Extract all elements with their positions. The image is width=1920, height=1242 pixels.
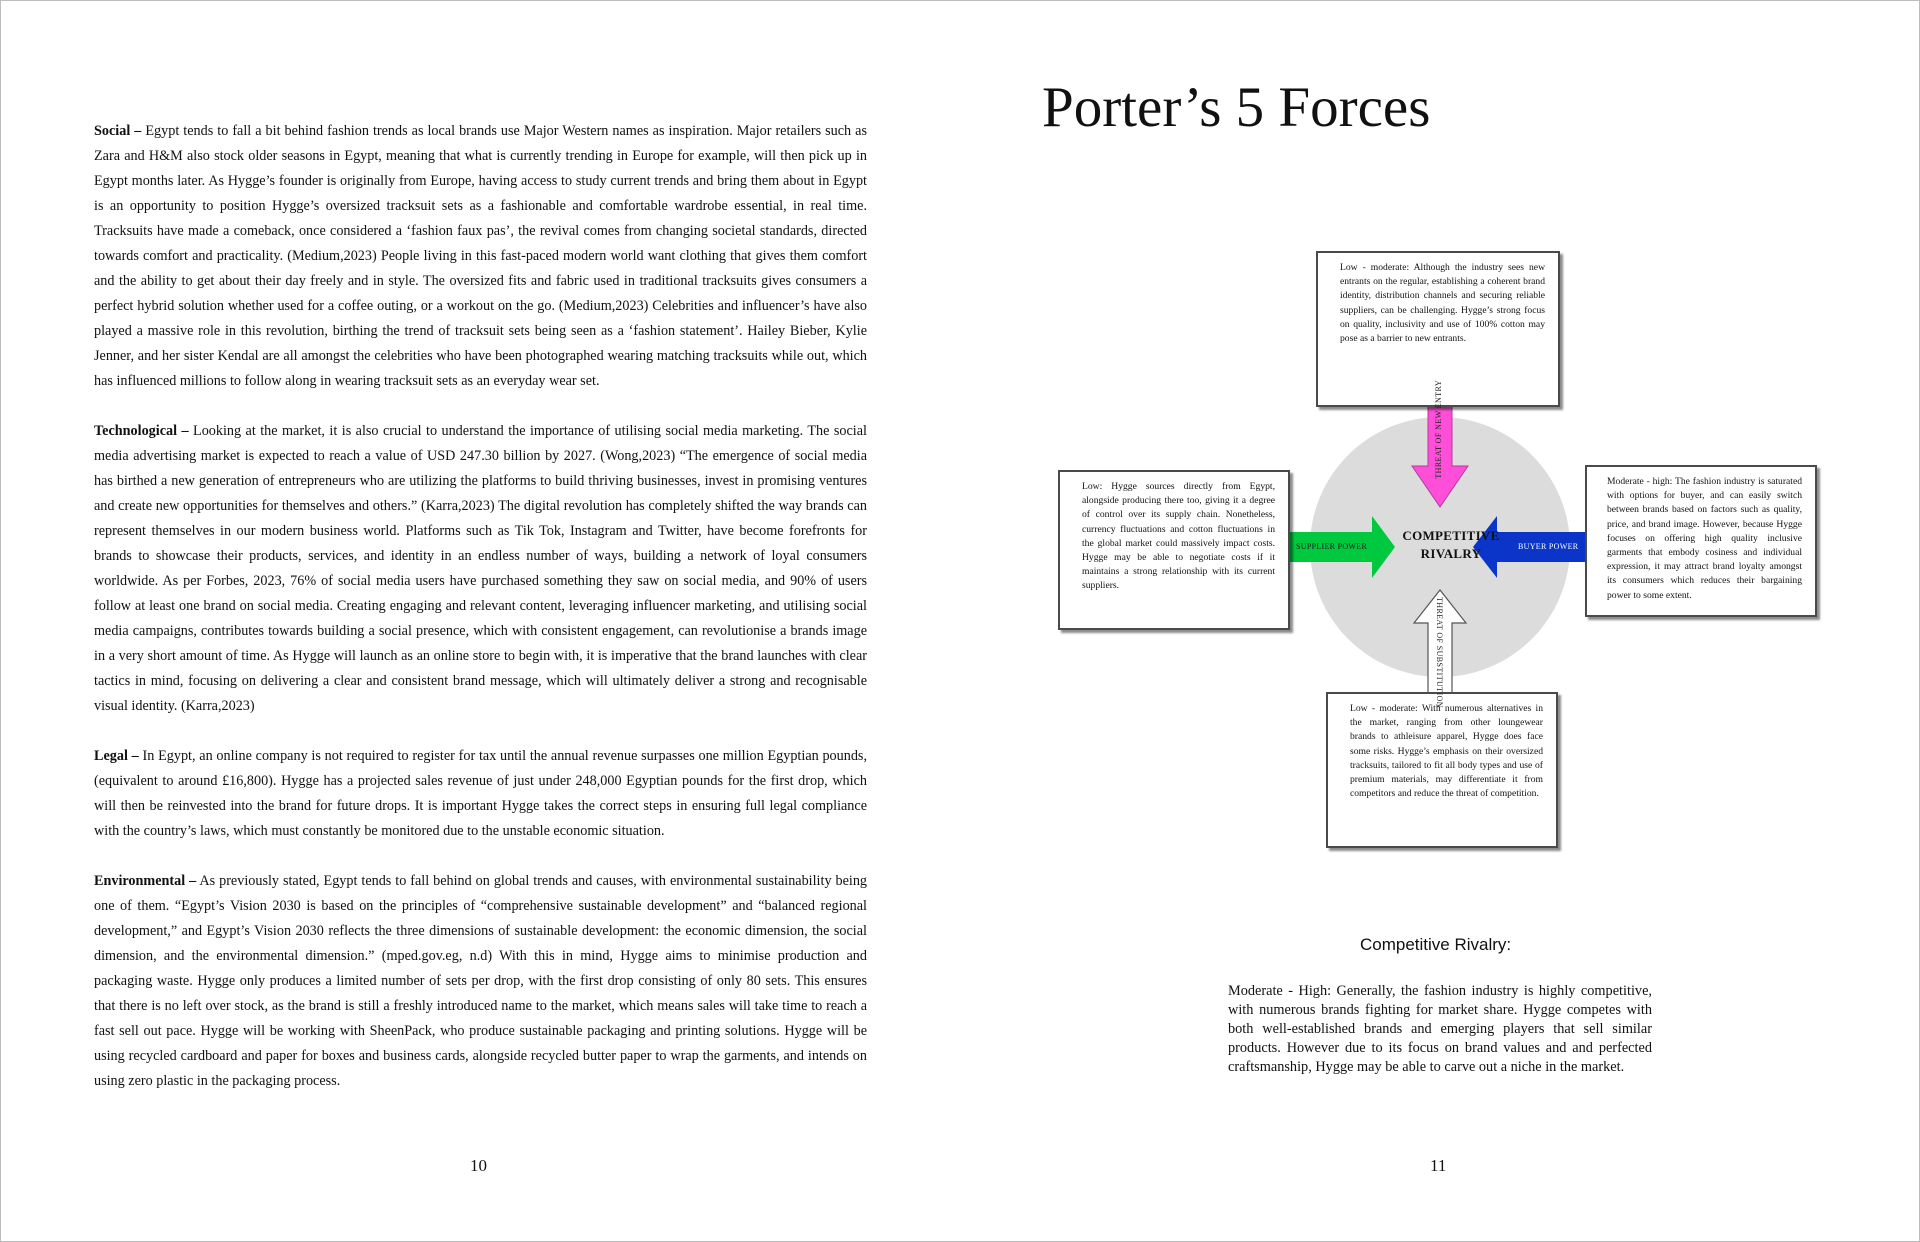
page-title: Porter’s 5 Forces bbox=[1042, 76, 1431, 139]
supplier-power-label: SUPPLIER POWER bbox=[1296, 542, 1368, 551]
paragraph-technological bbox=[94, 419, 867, 719]
box-buyer-power bbox=[1585, 465, 1817, 617]
competitive-rivalry-label bbox=[1381, 527, 1521, 563]
center-line-1: COMPETITIVE bbox=[1402, 528, 1500, 543]
text-legal: In Egypt, an online company is not required to register for tax until the annual revenue surpasses one million Egyptian pounds, (equivalent to around £16,800). Hygge has a projected sales revenue of just under 248,000 Egyptian pounds for the first drop, which will then be reinvested into the brand for future drops. It is important Hygge takes the correct steps in ensuring full legal compliance with the country’s laws, which must constantly be monitored due to the unstable economic situation. bbox=[94, 748, 868, 839]
buyer-power-label: BUYER POWER bbox=[1518, 542, 1579, 551]
substitution-text: Low - moderate: With numerous alternatives in the market, ranging from other loungewear brands to athleisure apparel, Hygge does face some risks. Hygge’s emphasis on their oversized tracksuits, tailored to fit all body types and use of premium materials, may differentiate it from competitors and reduce the threat of competition. bbox=[1350, 703, 1543, 800]
heading-legal: Legal – bbox=[94, 748, 139, 764]
box-supplier-power bbox=[1058, 470, 1290, 630]
heading-social: Social – bbox=[94, 123, 142, 139]
paragraph-social bbox=[94, 119, 867, 394]
center-line-2: RIVALRY bbox=[1420, 546, 1482, 561]
left-page-body bbox=[94, 119, 867, 1119]
supplier-text: Low: Hygge sources directly from Egypt, alongside producing there too, giving it a degree of control over its supply chain. Nonetheless, currency fluctuations and cotton fluctuations in the global market could massively impact costs. Hygge may be able to negotiate costs if it maintains a strong relationship with its current suppliers. bbox=[1082, 481, 1275, 592]
rivalry-paragraph: Moderate - High: Generally, the fashion industry is highly competitive, with numerous brands fighting for market share. Hygge competes with both well-established brands and emerging players that sell similar products. However due to its focus on brand values and and perfected craftsmanship, Hygge may be able to carve out a niche in the market. bbox=[1228, 983, 1652, 1075]
paragraph-environmental bbox=[94, 869, 867, 1094]
heading-environmental: Environmental – bbox=[94, 873, 197, 889]
heading-technological: Technological – bbox=[94, 423, 189, 439]
text-technological: Looking at the market, it is also crucial to understand the importance of utilising social media marketing. The social media advertising market is expected to reach a value of USD 247.30 billion by 2027. (Wong,2023) “The emergence of social media has birthed a new generation of entrepreneurs who are utilizing the platforms to build thriving businesses, invest in promising ventures and create new opportunities for themselves and others.” (Karra,2023) The digital revolution has completely shifted the way brands can represent themselves in our modern business world. Platforms such as Tik Tok, Instagram and Twitter, have become forefronts for brands to showcase their products, services, and identity in an endless number of ways, building a network of loyal consumers worldwide. As per Forbes, 2023, 76% of social media users have purchased something they saw on social media, and 90% of users follow at least one brand on social media. Creating engaging and relevant content, leveraging influencer marketing, and utilising social media campaigns, contributes towards building a social presence, which with consistent engagement, can revolutionise a brands image in a very short amount of time. As Hygge will launch as an online store to begin with, it is imperative that the brand launches with clear tactics in mind, focusing on delivering a clear and consistent brand message, which will ultimately deliver a strong and recognisable visual identity. (Karra,2023) bbox=[94, 423, 867, 714]
porters-five-forces-diagram bbox=[1055, 245, 1815, 855]
paragraph-legal bbox=[94, 744, 867, 844]
box-substitution bbox=[1326, 692, 1558, 848]
buyer-text: Moderate - high: The fashion industry is saturated with options for buyer, and can easily switch between brands based on factors such as quality, price, and brand image. However, because Hygge focuses on offering high quality inclusive garments that embody cosiness and individual expression, it may attract brand loyalty amongst its consumers which reduces their bargaining power to some extent. bbox=[1607, 476, 1802, 601]
rivalry-heading: Competitive Rivalry: bbox=[1360, 935, 1512, 954]
substitution-label: THREAT OF SUBSTITUTION bbox=[1435, 597, 1444, 708]
page-number-right: 11 bbox=[1430, 1156, 1447, 1175]
text-environmental: As previously stated, Egypt tends to fall behind on global trends and causes, with environmental sustainability being one of them. “Egypt’s Vision 2030 is based on the principles of “comprehensive sustainable development” and “balanced regional development,” and Egypt’s Vision 2030 reflects the three dimensions of sustainable development: the economic dimension, the social dimension, and the environmental dimension.” (mped.gov.eg, n.d) With this in mind, Hygge aims to minimise production and packaging waste. Hygge only produces a limited number of sets per drop, with the first drop consisting of only 80 sets. This ensures that there is no left over stock, as the brand is still a freshly introduced name to the market, which means sales will take time to reach a fast sell out pace. Hygge will be working with SheenPack, who produce sustainable packaging and printing solutions. Hygge will be using recycled cardboard and paper for boxes and business cards, alongside recycled butter paper to wrap the garments, and intends on using zero plastic in the packaging process. bbox=[94, 873, 868, 1089]
new-entry-label: THREAT OF NEW ENTRY bbox=[1434, 380, 1443, 479]
page-number-left: 10 bbox=[470, 1156, 487, 1175]
text-social: Egypt tends to fall a bit behind fashion trends as local brands use Major Western names as inspiration. Major retailers such as Zara and H&M also stock older seasons in Egypt, meaning that what is currently trending in Europe for example, will then pick up in Egypt months later. As Hygge’s founder is originally from Europe, having access to study current trends and bring them about in Egypt is an opportunity to position Hygge’s oversized tracksuit sets as a fashionable and comfortable wardrobe essential, in real time. Tracksuits have made a comeback, once considered a ‘fashion faux pas’, the revival comes from changing societal standards, directed towards comfort and practicality. (Medium,2023) People living in this fast-paced modern world want clothing that gives them comfort and the ability to get about their day freely and in style. The oversized fits and fabric used in traditional tracksuits gives consumers a perfect hybrid solution whether used for a coffee outing, or a workout on the go. (Medium,2023) Celebrities and influencer’s have also played a massive role in this revolution, birthing the trend of tracksuit sets being seen as a ‘fashion statement’. Hailey Bieber, Kylie Jenner, and her sister Kendal are all amongst the celebrities who have been photographed wearing matching tracksuits while out, which has influenced millions to follow along in wearing tracksuit sets as an everyday wear set. bbox=[94, 123, 867, 389]
new-entry-text: Low - moderate: Although the industry sees new entrants on the regular, establishing a coherent brand identity, distribution channels and securing reliable suppliers, can be challenging. Hygge’s strong focus on quality, inclusivity and use of 100% cotton may pose as a barrier to new entrants. bbox=[1340, 262, 1545, 345]
